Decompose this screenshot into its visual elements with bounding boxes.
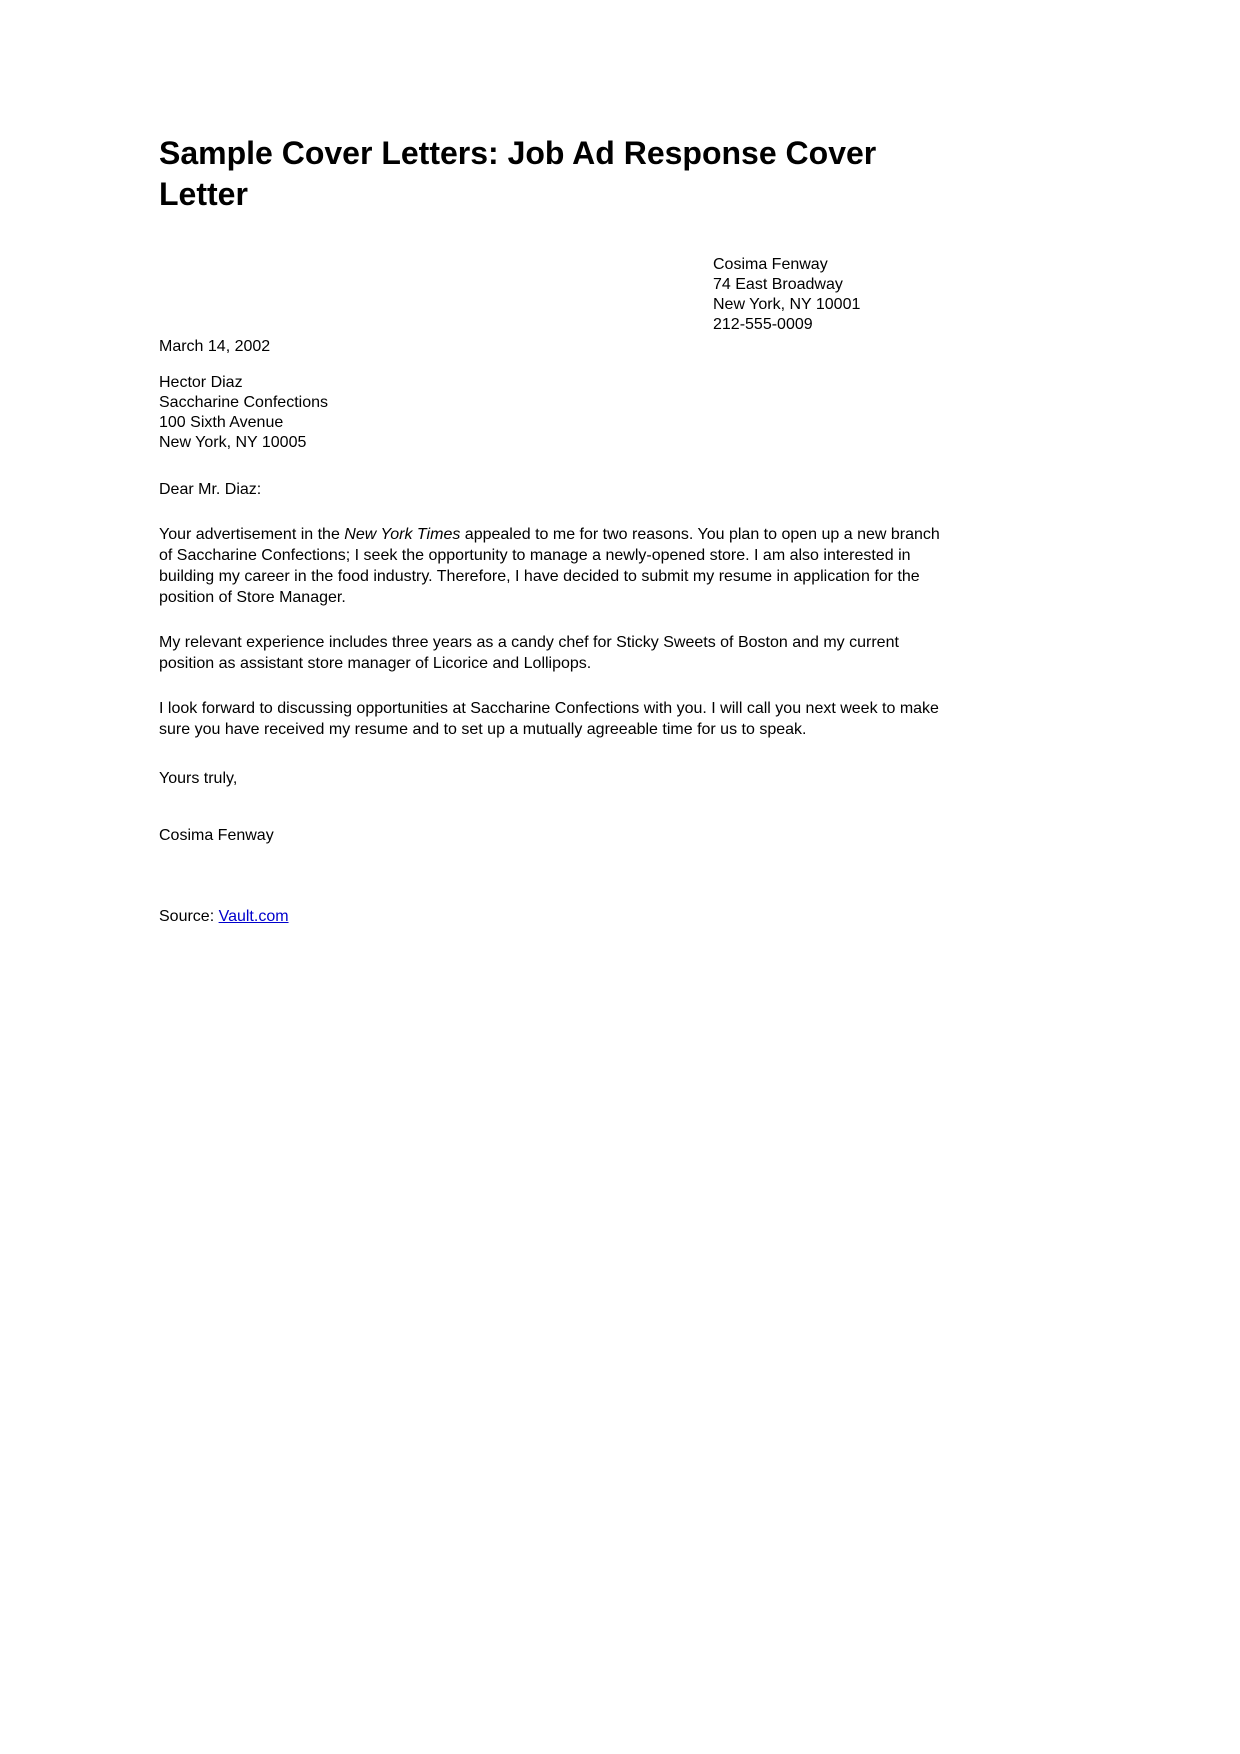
paragraph-3: I look forward to discussing opportunities at Saccharine Confections with you. I will call you next week to make sure you have received my resume and to set up a mutually agreeable time for us to speak.	[159, 700, 939, 738]
signature-name: Cosima Fenway	[159, 827, 274, 844]
sender-name: Cosima Fenway	[713, 256, 828, 273]
recipient-company: Saccharine Confections	[159, 394, 328, 411]
paragraph-1	[159, 524, 944, 608]
salutation: Dear Mr. Diaz:	[159, 481, 262, 498]
source-label: Source:	[159, 908, 219, 925]
paragraph-1-text-before: Your advertisement in the	[159, 526, 345, 543]
sender-address-line1: 74 East Broadway	[713, 276, 843, 293]
letter-content	[159, 133, 944, 927]
sender-address-line2: New York, NY 10001	[713, 296, 861, 313]
recipient-address-line2: New York, NY 10005	[159, 434, 307, 451]
sender-phone: 212-555-0009	[713, 316, 813, 333]
source-line	[159, 906, 944, 927]
source-link[interactable]: Vault.com	[218, 908, 289, 925]
letter-date: March 14, 2002	[159, 338, 271, 355]
recipient-address-line1: 100 Sixth Avenue	[159, 414, 284, 431]
recipient-address-block	[159, 373, 944, 453]
paragraph-1-italic-publication: New York Times	[344, 526, 461, 543]
sender-address-block	[713, 255, 944, 335]
page-title: Sample Cover Letters: Job Ad Response Cover Letter	[159, 135, 877, 212]
recipient-name: Hector Diaz	[159, 374, 243, 391]
paragraph-1-text-after: appealed to me for two reasons. You plan to open up a new branch of Saccharine Confections; I seek the opportunity to manage a newly-opened store. I am also interested in building my career in the food industry. Therefore, I have decided to submit my resume in application for the position of Store Manager.	[159, 526, 940, 606]
paragraph-2: My relevant experience includes three years as a candy chef for Sticky Sweets of Boston and my current position as assistant store manager of Licorice and Lollipops.	[159, 634, 899, 672]
closing: Yours truly,	[159, 770, 238, 787]
